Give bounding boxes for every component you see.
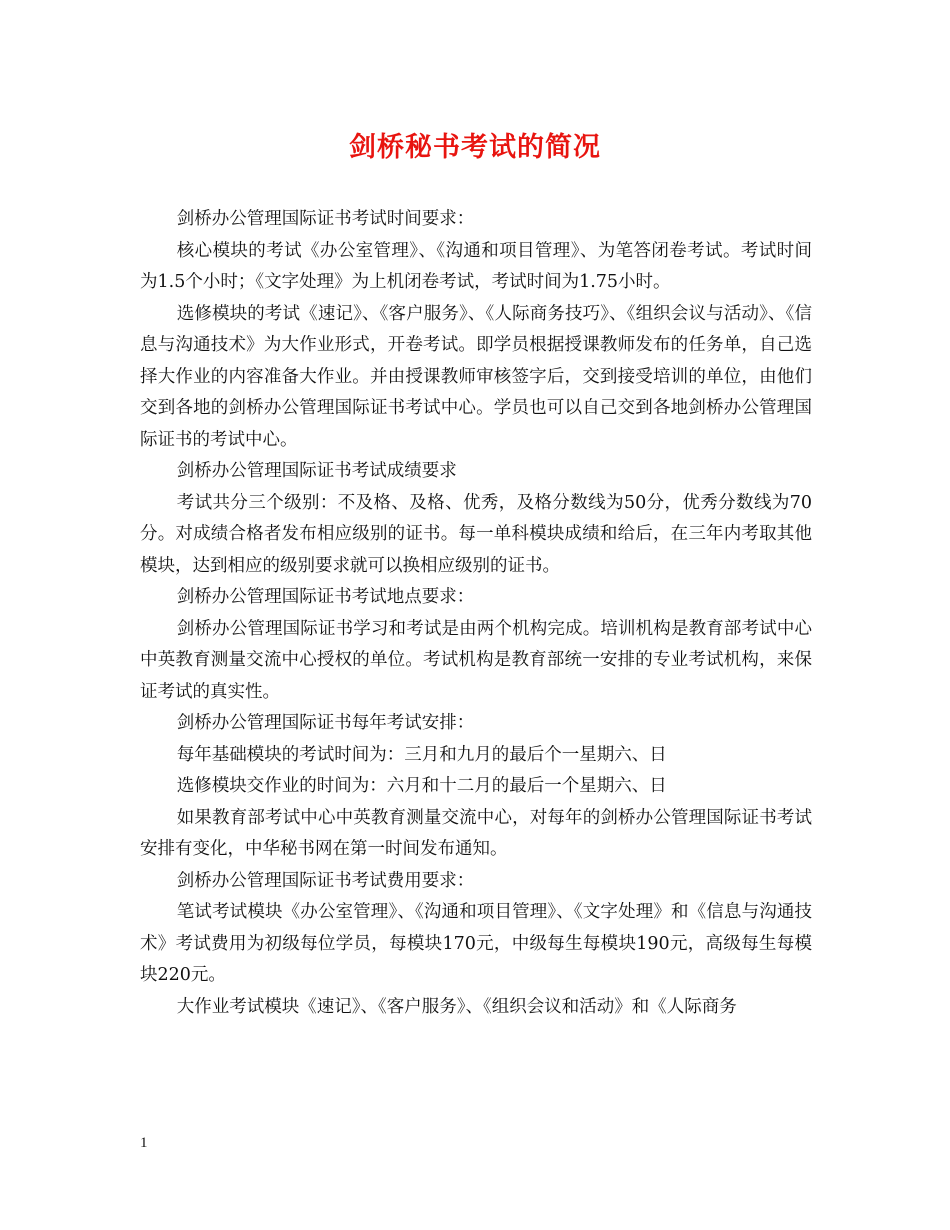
paragraph: 考试共分三个级别：不及格、及格、优秀，及格分数线为50分，优秀分数线为70分。对成绩合格者发布相应级别的证书。每一单科模块成绩和给后，在三年内考取其他模块，达到相应的级别要求就可以换相应级别的证书。	[140, 492, 812, 576]
paragraph: 笔试考试模块《办公室管理》、《沟通和项目管理》、《文字处理》和《信息与沟通技术》考试费用为初级每位学员，每模块170元，中级每生每模块190元，高级每生每模块220元。	[140, 902, 812, 985]
page-number: 1	[140, 1135, 148, 1151]
paragraph: 剑桥办公管理国际证书考试成绩要求	[176, 461, 457, 481]
paragraph: 剑桥办公管理国际证书考试费用要求：	[176, 870, 475, 891]
paragraph: 剑桥办公管理国际证书学习和考试是由两个机构完成。培训机构是教育部考试中心中英教育测量交流中心授权的单位。考试机构是教育部统一安排的专业考试机构，来保证考试的真实性。	[140, 618, 812, 702]
paragraph: 选修模块的考试《速记》、《客户服务》、《人际商务技巧》、《组织会议与活动》、《信息与沟通技术》为大作业形式，开卷考试。即学员根据授课教师发布的任务单，自己选择大作业的内容准备大作业。并由授课教师审核签字后，交到接受培训的单位，由他们交到各地的剑桥办公管理国际证书考试中心。学员也可以自己交到各地剑桥办公管理国际证书的考试中心。	[140, 303, 812, 450]
paragraph: 每年基础模块的考试时间为：三月和九月的最后个一星期六、日	[176, 744, 667, 765]
paragraph: 剑桥办公管理国际证书考试时间要求：	[176, 209, 475, 229]
paragraph: 核心模块的考试《办公室管理》、《沟通和项目管理》、为笔答闭卷考试。考试时间为1.5个小时；《文字处理》为上机闭卷考试，考试时间为1.75小时。	[140, 240, 812, 292]
paragraph: 选修模块交作业的时间为：六月和十二月的最后一个星期六、日	[176, 776, 667, 796]
paragraph: 剑桥办公管理国际证书考试地点要求：	[176, 587, 475, 607]
document-title: 剑桥秘书考试的简况	[349, 132, 601, 163]
paragraph: 大作业考试模块《速记》、《客户服务》、《组织会议和活动》和《人际商务	[176, 996, 737, 1017]
document-body	[140, 204, 812, 1023]
paragraph: 如果教育部考试中心中英教育测量交流中心，对每年的剑桥办公管理国际证书考试安排有变化，中华秘书网在第一时间发布通知。	[140, 807, 812, 859]
paragraph: 剑桥办公管理国际证书每年考试安排：	[176, 713, 475, 733]
